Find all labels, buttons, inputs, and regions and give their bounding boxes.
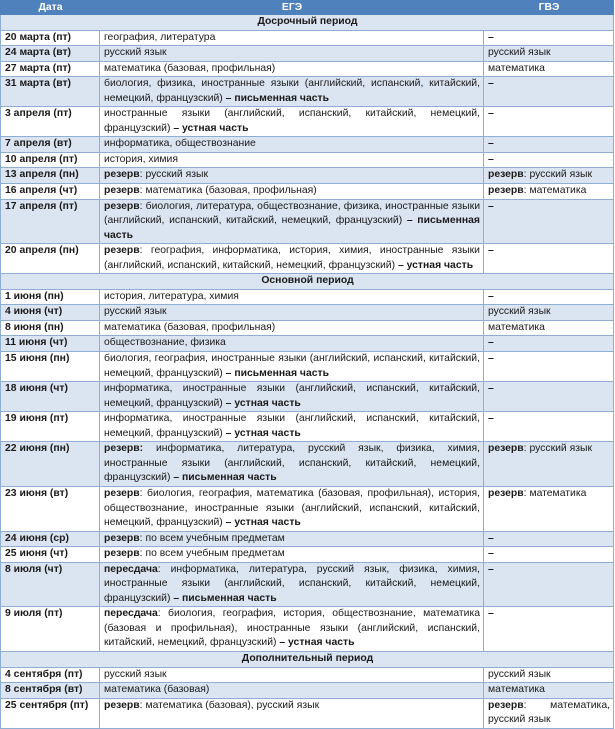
gve-subjects	[484, 61, 614, 77]
ege-subjects	[100, 336, 484, 352]
gve-subjects	[484, 442, 614, 487]
exam-date: 15 июня (пн)	[1, 352, 100, 382]
table-row	[1, 46, 614, 62]
ege-subjects	[100, 77, 484, 107]
ege-subjects	[100, 547, 484, 563]
ege-subjects	[100, 107, 484, 137]
exam-date: 24 марта (вт)	[1, 46, 100, 62]
exam-date: 25 сентября (пт)	[1, 698, 100, 728]
gve-subjects	[484, 289, 614, 305]
gve-subjects	[484, 607, 614, 652]
table-row	[1, 244, 614, 274]
gve-subjects	[484, 531, 614, 547]
ege-subjects	[100, 46, 484, 62]
ege-text: русский язык	[104, 306, 167, 318]
gve-text: : математика	[523, 185, 587, 197]
ege-subjects	[100, 562, 484, 607]
table-row	[1, 305, 614, 321]
exam-date: 11 июня (чт)	[1, 336, 100, 352]
ege-subjects	[100, 667, 484, 683]
gve-text: русский язык	[488, 47, 551, 59]
gve-text: –	[488, 153, 494, 165]
period-title: Основной период	[1, 274, 614, 290]
gve-text: –	[488, 383, 494, 395]
gve-text: –	[488, 108, 494, 120]
table-row	[1, 137, 614, 153]
ege-subjects	[100, 382, 484, 412]
ege-text: биология, география, иностранные языки (английский, испанский, китайский, немецкий, французский)	[104, 353, 480, 379]
table-row	[1, 168, 614, 184]
ege-text: : география, информатика, история, химия, иностранные языки (английский, испанский, китайский, немецкий, французский)	[104, 245, 480, 271]
ege-subjects	[100, 199, 484, 244]
ege-text: русский язык	[104, 47, 167, 59]
ege-subjects	[100, 152, 484, 168]
exam-date: 3 апреля (пт)	[1, 107, 100, 137]
ege-text: русский язык	[104, 668, 167, 680]
gve-text: –	[488, 532, 494, 544]
table-row	[1, 199, 614, 244]
gve-subjects	[484, 77, 614, 107]
exam-date: 20 марта (пт)	[1, 30, 100, 46]
period-title: Досрочный период	[1, 15, 614, 31]
exam-date: 31 марта (вт)	[1, 77, 100, 107]
ege-subjects	[100, 168, 484, 184]
ege-text: иностранные языки (английский, испанский, китайский, немецкий, французский)	[104, 108, 480, 134]
ege-text: : по всем учебным предметам	[139, 532, 285, 544]
ege-text: география, литература	[104, 31, 216, 43]
table-row	[1, 30, 614, 46]
exam-date: 8 июня (пн)	[1, 320, 100, 336]
ege-text: история, литература, химия	[104, 290, 239, 302]
table-row	[1, 184, 614, 200]
exam-date: 17 апреля (пт)	[1, 199, 100, 244]
ege-text: : русский язык	[139, 169, 209, 181]
gve-subjects	[484, 137, 614, 153]
header-gve: ГВЭ	[484, 1, 614, 15]
gve-subjects	[484, 547, 614, 563]
table-row	[1, 562, 614, 607]
ege-text: : биология, география, история, обществознание, математика (базовая и профильная), иностранные языки (английский, испанский, китайский, немецкий, французский)	[104, 608, 480, 649]
ege-prefix: резерв	[104, 699, 140, 711]
gve-subjects	[484, 152, 614, 168]
ege-text: история, химия	[104, 153, 178, 165]
gve-text: –	[488, 78, 494, 90]
gve-subjects	[484, 382, 614, 412]
ege-part-suffix: – устная часть	[173, 122, 249, 134]
gve-subjects	[484, 698, 614, 728]
table-row	[1, 336, 614, 352]
ege-part-suffix: – письменная часть	[225, 367, 329, 379]
gve-text: –	[488, 200, 494, 212]
gve-subjects	[484, 486, 614, 531]
exam-date: 27 марта (пт)	[1, 61, 100, 77]
gve-text: –	[488, 337, 494, 349]
gve-text: математика	[488, 62, 545, 74]
gve-subjects	[484, 305, 614, 321]
ege-subjects	[100, 61, 484, 77]
period-row	[1, 274, 614, 290]
gve-text: : математика, русский язык	[488, 699, 610, 726]
ege-text: : математика (базовая, профильная)	[139, 185, 317, 197]
ege-subjects	[100, 30, 484, 46]
gve-subjects	[484, 412, 614, 442]
table-row	[1, 547, 614, 563]
ege-part-suffix: – устная часть	[397, 259, 474, 271]
ege-subjects	[100, 607, 484, 652]
gve-subjects	[484, 320, 614, 336]
table-row	[1, 352, 614, 382]
ege-text: биология, физика, иностранные языки (английский, испанский, китайский, немецкий, французский)	[104, 78, 480, 104]
table-row	[1, 683, 614, 699]
ege-text: математика (базовая)	[104, 684, 210, 696]
ege-text: информатика, иностранные языки (английский, испанский, китайский, немецкий, французский)	[104, 413, 480, 439]
gve-text: –	[488, 245, 494, 257]
table-row	[1, 77, 614, 107]
exam-date: 4 сентября (пт)	[1, 667, 100, 683]
gve-text: : русский язык	[523, 169, 593, 181]
exam-date: 20 апреля (пн)	[1, 244, 100, 274]
gve-text: –	[488, 548, 494, 560]
ege-part-suffix: – устная часть	[225, 517, 301, 529]
ege-prefix: пересдача	[104, 608, 158, 620]
period-title: Дополнительный период	[1, 651, 614, 667]
ege-part-suffix: – письменная часть	[173, 472, 277, 484]
ege-prefix: резерв	[104, 169, 140, 181]
exam-date: 22 июня (пн)	[1, 442, 100, 487]
ege-text: информатика, литература, русский язык, физика, химия, иностранные языки (английский, испанский, китайский, немецкий, французский)	[104, 443, 480, 484]
ege-text: обществознание, физика	[104, 337, 226, 349]
ege-text: : информатика, литература, русский язык, физика, химия, иностранные языки (английский, испанский, китайский, немецкий, французский)	[104, 563, 480, 604]
table-row	[1, 382, 614, 412]
gve-subjects	[484, 107, 614, 137]
ege-part-suffix: – устная часть	[225, 427, 301, 439]
table-row	[1, 486, 614, 531]
ege-prefix: резерв	[104, 185, 140, 197]
exam-date: 8 июля (чт)	[1, 562, 100, 607]
ege-text: : математика (базовая), русский язык	[139, 699, 320, 711]
ege-prefix: резерв	[104, 200, 140, 212]
ege-subjects	[100, 137, 484, 153]
gve-prefix: резерв	[488, 443, 524, 455]
gve-subjects	[484, 30, 614, 46]
gve-text: –	[488, 31, 494, 43]
table-row	[1, 667, 614, 683]
ege-prefix: пересдача	[104, 563, 158, 575]
header-date: Дата	[1, 1, 100, 15]
exam-date: 8 сентября (вт)	[1, 683, 100, 699]
ege-text: математика (базовая, профильная)	[104, 62, 276, 74]
gve-prefix: резерв	[488, 185, 524, 197]
header-ege: ЕГЭ	[100, 1, 484, 15]
ege-text: : биология, география, математика (базовая, профильная), история, обществознание, иностранные языки (английский, испанский, китайский, немецкий, французский)	[104, 487, 480, 529]
table-row	[1, 320, 614, 336]
exam-date: 4 июня (чт)	[1, 305, 100, 321]
gve-subjects	[484, 562, 614, 607]
exam-date: 23 июня (вт)	[1, 486, 100, 531]
exam-date: 7 апреля (вт)	[1, 137, 100, 153]
exam-date: 19 июня (пт)	[1, 412, 100, 442]
ege-prefix: резерв	[104, 245, 140, 257]
exam-date: 10 апреля (пт)	[1, 152, 100, 168]
ege-subjects	[100, 698, 484, 728]
gve-text: –	[488, 413, 494, 425]
gve-prefix: резерв	[488, 169, 524, 181]
ege-part-suffix: – устная часть	[225, 397, 301, 409]
exam-date: 25 июня (чт)	[1, 547, 100, 563]
ege-part-suffix: – письменная часть	[225, 92, 329, 104]
table-row	[1, 442, 614, 487]
ege-subjects	[100, 412, 484, 442]
gve-text: –	[488, 290, 494, 302]
ege-text: информатика, обществознание	[104, 138, 256, 150]
exam-date: 16 апреля (чт)	[1, 184, 100, 200]
table-row	[1, 289, 614, 305]
ege-part-suffix: – устная часть	[279, 637, 355, 649]
gve-prefix: резерв	[488, 699, 524, 711]
table-row	[1, 607, 614, 652]
ege-subjects	[100, 531, 484, 547]
gve-text: : русский язык	[523, 443, 593, 455]
ege-subjects	[100, 442, 484, 487]
gve-text: математика	[488, 321, 545, 333]
exam-date: 9 июля (пт)	[1, 607, 100, 652]
gve-subjects	[484, 244, 614, 274]
gve-text: –	[488, 138, 494, 150]
gve-text: –	[488, 563, 494, 575]
table-row	[1, 698, 614, 728]
gve-text: –	[488, 353, 494, 365]
ege-text: математика (базовая, профильная)	[104, 321, 276, 333]
gve-subjects	[484, 336, 614, 352]
gve-subjects	[484, 667, 614, 683]
gve-subjects	[484, 46, 614, 62]
table-header-row	[1, 1, 614, 15]
ege-subjects	[100, 683, 484, 699]
gve-subjects	[484, 352, 614, 382]
ege-prefix: резерв	[104, 487, 140, 499]
ege-prefix: резерв	[104, 548, 140, 560]
ege-text: : биология, литература, обществознание, физика, иностранные языки (английский, испанский, китайский, немецкий, французский)	[104, 200, 480, 227]
gve-text: математика	[488, 684, 545, 696]
exam-date: 1 июня (пн)	[1, 289, 100, 305]
gve-text: –	[488, 608, 494, 620]
ege-subjects	[100, 244, 484, 274]
table-row	[1, 152, 614, 168]
ege-text: информатика, иностранные языки (английский, испанский, китайский, немецкий, французский)	[104, 383, 480, 409]
ege-text: : по всем учебным предметам	[139, 548, 285, 560]
table-body	[1, 15, 614, 729]
exam-date: 24 июня (ср)	[1, 531, 100, 547]
ege-subjects	[100, 289, 484, 305]
exam-date: 18 июня (чт)	[1, 382, 100, 412]
gve-subjects	[484, 199, 614, 244]
gve-subjects	[484, 683, 614, 699]
period-row	[1, 651, 614, 667]
ege-prefix: резерв:	[104, 443, 144, 455]
ege-subjects	[100, 486, 484, 531]
gve-subjects	[484, 184, 614, 200]
gve-subjects	[484, 168, 614, 184]
gve-text: русский язык	[488, 306, 551, 318]
table-row	[1, 107, 614, 137]
ege-part-suffix: – письменная часть	[104, 215, 480, 241]
ege-subjects	[100, 352, 484, 382]
table-row	[1, 412, 614, 442]
ege-prefix: резерв	[104, 532, 140, 544]
ege-subjects	[100, 305, 484, 321]
gve-text: русский язык	[488, 668, 551, 680]
ege-part-suffix: – письменная часть	[173, 592, 277, 604]
gve-prefix: резерв	[488, 487, 524, 499]
ege-subjects	[100, 184, 484, 200]
exam-date: 13 апреля (пн)	[1, 168, 100, 184]
table-row	[1, 531, 614, 547]
gve-text: : математика	[523, 487, 587, 499]
ege-subjects	[100, 320, 484, 336]
period-row	[1, 15, 614, 31]
table-row	[1, 61, 614, 77]
